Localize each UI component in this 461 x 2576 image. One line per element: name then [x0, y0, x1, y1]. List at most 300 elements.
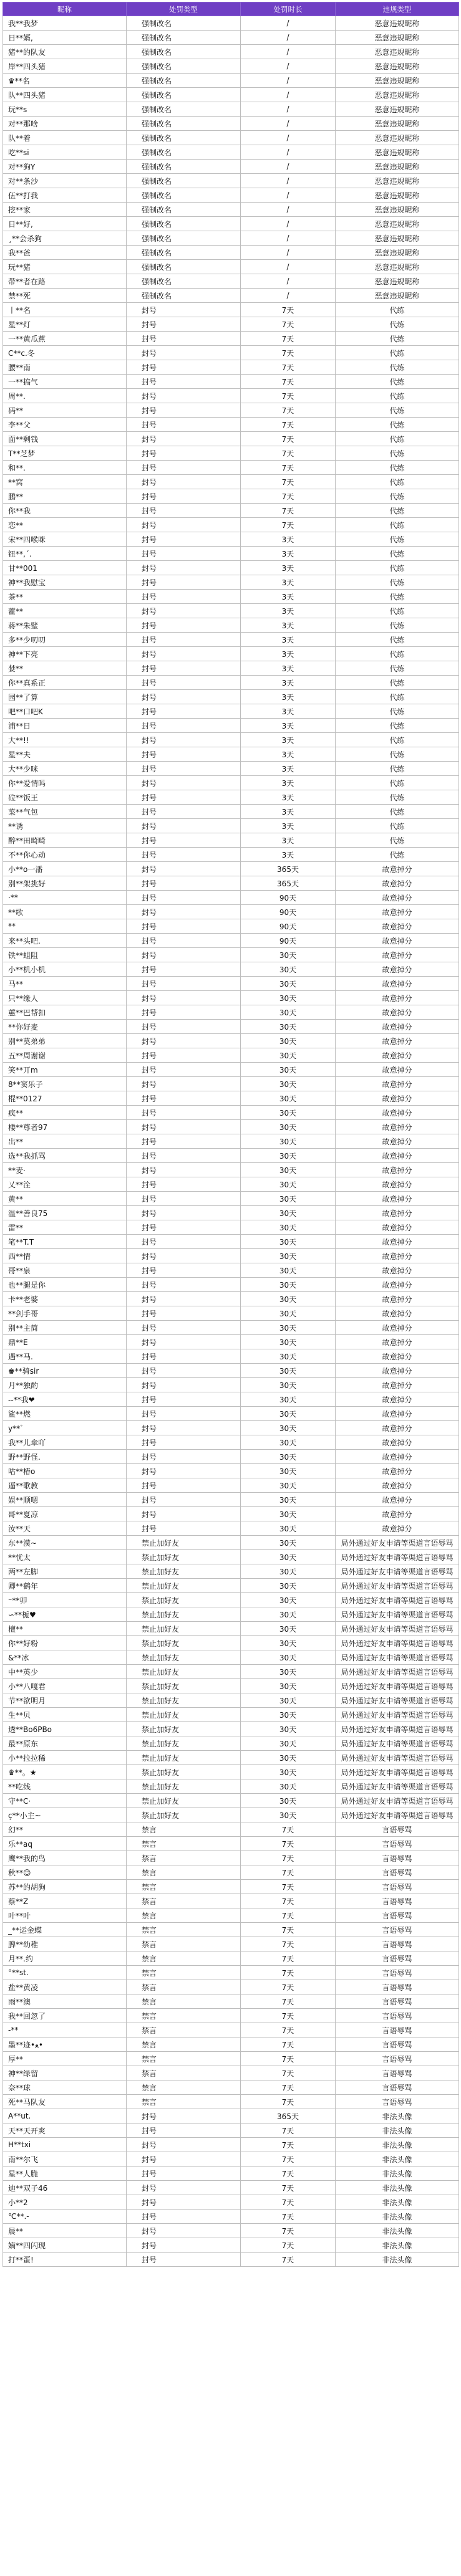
- cell-penalty-duration: 7天: [241, 2167, 336, 2181]
- cell-penalty-duration: 30天: [241, 1163, 336, 1177]
- table-row: [3, 1421, 459, 1435]
- table-row: [3, 633, 459, 647]
- cell-violation-type: 代练: [336, 661, 459, 676]
- table-row: [3, 1507, 459, 1521]
- cell-nickname: 卡**老婆: [3, 1292, 127, 1306]
- cell-violation-type: 恶意违规昵称: [336, 74, 459, 88]
- cell-penalty-type: 封号: [127, 1507, 241, 1521]
- cell-penalty-duration: 30天: [241, 977, 336, 991]
- cell-penalty-duration: 30天: [241, 1650, 336, 1665]
- cell-penalty-type: 封号: [127, 1450, 241, 1464]
- cell-nickname: 卿**鹤年: [3, 1579, 127, 1593]
- table-row: [3, 461, 459, 475]
- cell-penalty-duration: 3天: [241, 805, 336, 819]
- cell-penalty-type: 封号: [127, 475, 241, 489]
- cell-penalty-type: 禁言: [127, 1980, 241, 1994]
- cell-nickname: H**txi: [3, 2138, 127, 2152]
- cell-penalty-type: 禁止加好友: [127, 1579, 241, 1593]
- cell-penalty-duration: 7天: [241, 2124, 336, 2138]
- cell-nickname: 对**狗Y: [3, 160, 127, 174]
- cell-nickname: 多**少叨叨: [3, 633, 127, 647]
- table-row: [3, 1235, 459, 1249]
- cell-penalty-type: 封号: [127, 919, 241, 934]
- cell-violation-type: 代练: [336, 332, 459, 346]
- cell-penalty-type: 强制改名: [127, 45, 241, 59]
- cell-violation-type: 言语辱骂: [336, 1822, 459, 1837]
- cell-penalty-duration: 3天: [241, 575, 336, 590]
- cell-nickname: ¸**会杀狗: [3, 231, 127, 246]
- cell-penalty-type: 封号: [127, 561, 241, 575]
- cell-violation-type: 恶意违规昵称: [336, 145, 459, 160]
- table-row: [3, 1923, 459, 1937]
- table-row: [3, 1192, 459, 1206]
- table-row: [3, 1249, 459, 1263]
- cell-penalty-duration: 3天: [241, 776, 336, 790]
- cell-violation-type: 故意掉分: [336, 1048, 459, 1063]
- cell-penalty-type: 封号: [127, 819, 241, 833]
- cell-violation-type: 恶意违规昵称: [336, 88, 459, 102]
- cell-nickname: ℃**.-: [3, 2210, 127, 2224]
- cell-violation-type: 故意掉分: [336, 1321, 459, 1335]
- table-row: [3, 1650, 459, 1665]
- cell-violation-type: 恶意违规昵称: [336, 16, 459, 31]
- cell-violation-type: 言语辱骂: [336, 1923, 459, 1937]
- cell-penalty-type: 封号: [127, 1493, 241, 1507]
- cell-nickname: 五**周谢谢: [3, 1048, 127, 1063]
- table-row: [3, 1851, 459, 1865]
- cell-penalty-duration: 7天: [241, 1937, 336, 1951]
- header-nickname: 昵称: [3, 2, 127, 16]
- cell-penalty-type: 禁言: [127, 1923, 241, 1937]
- cell-nickname: 宋**四喉咪: [3, 532, 127, 547]
- cell-violation-type: 故意掉分: [336, 1507, 459, 1521]
- table-row: [3, 647, 459, 661]
- table-row: [3, 1048, 459, 1063]
- table-row: [3, 1206, 459, 1220]
- table-row: [3, 160, 459, 174]
- cell-nickname: 我**回忽了: [3, 2009, 127, 2023]
- cell-penalty-type: 强制改名: [127, 188, 241, 203]
- cell-penalty-duration: 3天: [241, 719, 336, 733]
- cell-nickname: ç**小主~: [3, 1808, 127, 1822]
- cell-penalty-type: 强制改名: [127, 131, 241, 145]
- table-row: [3, 1521, 459, 1536]
- table-row: [3, 1665, 459, 1679]
- cell-penalty-duration: /: [241, 274, 336, 289]
- cell-nickname: 鼎**E: [3, 1335, 127, 1349]
- cell-violation-type: 言语辱骂: [336, 1908, 459, 1923]
- table-row: [3, 1980, 459, 1994]
- cell-nickname: 面**剩钱: [3, 432, 127, 446]
- cell-penalty-duration: 7天: [241, 375, 336, 389]
- table-row: [3, 1880, 459, 1894]
- cell-nickname: 队**着: [3, 131, 127, 145]
- table-row: [3, 403, 459, 418]
- cell-violation-type: 故意掉分: [336, 1478, 459, 1493]
- cell-violation-type: 故意掉分: [336, 1335, 459, 1349]
- cell-penalty-type: 禁言: [127, 1937, 241, 1951]
- cell-penalty-type: 封号: [127, 719, 241, 733]
- table-row: [3, 2095, 459, 2109]
- cell-violation-type: 局外通过好友申请等渠道言语辱骂: [336, 1579, 459, 1593]
- cell-violation-type: 代练: [336, 719, 459, 733]
- cell-violation-type: 故意掉分: [336, 1206, 459, 1220]
- table-row: [3, 2023, 459, 2037]
- cell-violation-type: 局外通过好友申请等渠道言语辱骂: [336, 1650, 459, 1665]
- cell-penalty-duration: 7天: [241, 2195, 336, 2210]
- cell-penalty-duration: 3天: [241, 819, 336, 833]
- cell-violation-type: 代练: [336, 575, 459, 590]
- cell-violation-type: 故意掉分: [336, 948, 459, 962]
- cell-violation-type: 局外通过好友申请等渠道言语辱骂: [336, 1593, 459, 1607]
- table-row: [3, 547, 459, 561]
- cell-penalty-duration: 30天: [241, 1550, 336, 1564]
- table-row: [3, 504, 459, 518]
- cell-penalty-type: 封号: [127, 1077, 241, 1091]
- cell-nickname: 别**主简: [3, 1321, 127, 1335]
- cell-penalty-type: 禁言: [127, 2037, 241, 2052]
- table-row: [3, 2210, 459, 2224]
- cell-violation-type: 言语辱骂: [336, 1851, 459, 1865]
- table-row: [3, 1822, 459, 1837]
- table-row: [3, 1220, 459, 1235]
- cell-nickname: 蒋**朱璧: [3, 618, 127, 633]
- cell-nickname: **麦·: [3, 1163, 127, 1177]
- cell-nickname: 笔**T.T: [3, 1235, 127, 1249]
- cell-violation-type: 故意掉分: [336, 1020, 459, 1034]
- cell-violation-type: 代练: [336, 403, 459, 418]
- cell-penalty-type: 强制改名: [127, 274, 241, 289]
- cell-penalty-duration: 7天: [241, 2152, 336, 2167]
- cell-violation-type: 代练: [336, 690, 459, 704]
- cell-penalty-duration: 90天: [241, 905, 336, 919]
- cell-penalty-duration: 30天: [241, 991, 336, 1005]
- cell-penalty-type: 强制改名: [127, 102, 241, 117]
- cell-violation-type: 恶意违规昵称: [336, 131, 459, 145]
- cell-nickname: 玩**s: [3, 102, 127, 117]
- cell-nickname: 选**我抓骂: [3, 1149, 127, 1163]
- table-row: [3, 2080, 459, 2095]
- cell-penalty-type: 禁言: [127, 1966, 241, 1980]
- cell-nickname: 我**爸: [3, 246, 127, 260]
- cell-penalty-type: 封号: [127, 375, 241, 389]
- cell-penalty-type: 强制改名: [127, 217, 241, 231]
- cell-violation-type: 非法头像: [336, 2210, 459, 2224]
- cell-violation-type: 恶意违规昵称: [336, 31, 459, 45]
- table-row: [3, 776, 459, 790]
- cell-violation-type: 代练: [336, 504, 459, 518]
- table-row: [3, 962, 459, 977]
- cell-penalty-type: 封号: [127, 948, 241, 962]
- cell-penalty-duration: 30天: [241, 1149, 336, 1163]
- cell-penalty-duration: /: [241, 260, 336, 274]
- cell-penalty-duration: 30天: [241, 1708, 336, 1722]
- cell-penalty-type: 封号: [127, 1464, 241, 1478]
- cell-violation-type: 代练: [336, 375, 459, 389]
- cell-penalty-duration: 30天: [241, 1478, 336, 1493]
- cell-penalty-type: 封号: [127, 504, 241, 518]
- cell-nickname: ♛**。★: [3, 1765, 127, 1779]
- cell-nickname: 我**我梦: [3, 16, 127, 31]
- cell-penalty-type: 禁言: [127, 2080, 241, 2095]
- cell-violation-type: 恶意违规昵称: [336, 246, 459, 260]
- cell-violation-type: 代练: [336, 461, 459, 475]
- cell-nickname: 恋**: [3, 518, 127, 532]
- cell-violation-type: 言语辱骂: [336, 1951, 459, 1966]
- cell-penalty-duration: 30天: [241, 1378, 336, 1392]
- cell-nickname: 笑**丌m: [3, 1063, 127, 1077]
- table-row: [3, 1622, 459, 1636]
- cell-violation-type: 代练: [336, 346, 459, 360]
- cell-penalty-type: 封号: [127, 661, 241, 676]
- cell-penalty-duration: 30天: [241, 1636, 336, 1650]
- table-row: [3, 1278, 459, 1292]
- table-row: [3, 1063, 459, 1077]
- cell-penalty-type: 封号: [127, 1364, 241, 1378]
- cell-penalty-type: 强制改名: [127, 203, 241, 217]
- cell-penalty-duration: 30天: [241, 1292, 336, 1306]
- table-row: [3, 375, 459, 389]
- cell-penalty-type: 封号: [127, 991, 241, 1005]
- cell-violation-type: 局外通过好友申请等渠道言语辱骂: [336, 1536, 459, 1550]
- cell-nickname: 别**架挑好: [3, 876, 127, 891]
- cell-penalty-duration: 7天: [241, 1865, 336, 1880]
- cell-violation-type: 非法头像: [336, 2152, 459, 2167]
- cell-violation-type: 言语辱骂: [336, 2052, 459, 2066]
- cell-penalty-type: 封号: [127, 2124, 241, 2138]
- table-row: [3, 1794, 459, 1808]
- cell-violation-type: 局外通过好友申请等渠道言语辱骂: [336, 1751, 459, 1765]
- cell-nickname: 最**原东: [3, 1736, 127, 1751]
- cell-violation-type: 代练: [336, 532, 459, 547]
- table-row: [3, 762, 459, 776]
- cell-penalty-duration: 7天: [241, 1837, 336, 1851]
- cell-nickname: 吃**si: [3, 145, 127, 160]
- cell-penalty-type: 强制改名: [127, 231, 241, 246]
- cell-violation-type: 非法头像: [336, 2224, 459, 2238]
- cell-penalty-type: 封号: [127, 446, 241, 461]
- table-row: [3, 1392, 459, 1407]
- table-row: [3, 45, 459, 59]
- cell-penalty-type: 封号: [127, 2253, 241, 2267]
- cell-violation-type: 恶意违规昵称: [336, 102, 459, 117]
- cell-violation-type: 局外通过好友申请等渠道言语辱骂: [336, 1794, 459, 1808]
- cell-penalty-duration: 30天: [241, 1077, 336, 1091]
- table-row: [3, 1478, 459, 1493]
- cell-violation-type: 故意掉分: [336, 977, 459, 991]
- cell-violation-type: 代练: [336, 432, 459, 446]
- cell-nickname: 星**人脆: [3, 2167, 127, 2181]
- cell-violation-type: 言语辱骂: [336, 1837, 459, 1851]
- cell-penalty-type: 封号: [127, 1263, 241, 1278]
- cell-nickname: 盐**黄凌: [3, 1980, 127, 1994]
- cell-penalty-duration: /: [241, 31, 336, 45]
- cell-nickname: 园**了算: [3, 690, 127, 704]
- cell-nickname: 咕**椿o: [3, 1464, 127, 1478]
- cell-violation-type: 故意掉分: [336, 1192, 459, 1206]
- cell-penalty-type: 禁止加好友: [127, 1679, 241, 1693]
- cell-nickname: 遇**马.: [3, 1349, 127, 1364]
- cell-violation-type: 言语辱骂: [336, 1994, 459, 2009]
- cell-penalty-type: 封号: [127, 532, 241, 547]
- table-row: [3, 2253, 459, 2267]
- cell-nickname: 码**: [3, 403, 127, 418]
- table-row: [3, 618, 459, 633]
- table-row: [3, 833, 459, 848]
- cell-penalty-type: 封号: [127, 303, 241, 317]
- cell-nickname: 你**好粉: [3, 1636, 127, 1650]
- cell-penalty-type: 封号: [127, 1249, 241, 1263]
- cell-penalty-type: 禁止加好友: [127, 1808, 241, 1822]
- cell-nickname: 出**: [3, 1134, 127, 1149]
- cell-nickname: 厚**: [3, 2052, 127, 2066]
- table-row: [3, 145, 459, 160]
- cell-penalty-duration: 30天: [241, 1579, 336, 1593]
- cell-nickname: 蕙**巴帮扣: [3, 1005, 127, 1020]
- cell-violation-type: 故意掉分: [336, 1450, 459, 1464]
- cell-penalty-duration: /: [241, 45, 336, 59]
- table-row: [3, 1263, 459, 1278]
- cell-nickname: 也**腿是你: [3, 1278, 127, 1292]
- table-row: [3, 704, 459, 719]
- cell-penalty-type: 禁止加好友: [127, 1536, 241, 1550]
- table-row: [3, 1349, 459, 1364]
- cell-nickname: 星**灯: [3, 317, 127, 332]
- cell-penalty-duration: 7天: [241, 504, 336, 518]
- cell-penalty-type: 封号: [127, 1235, 241, 1249]
- cell-penalty-duration: 7天: [241, 461, 336, 475]
- cell-penalty-duration: 3天: [241, 790, 336, 805]
- cell-penalty-type: 禁止加好友: [127, 1736, 241, 1751]
- cell-penalty-type: 封号: [127, 647, 241, 661]
- cell-violation-type: 故意掉分: [336, 862, 459, 876]
- cell-penalty-type: 强制改名: [127, 260, 241, 274]
- cell-penalty-duration: 7天: [241, 1923, 336, 1937]
- cell-penalty-type: 封号: [127, 1478, 241, 1493]
- table-row: [3, 317, 459, 332]
- cell-penalty-duration: 7天: [241, 346, 336, 360]
- cell-penalty-type: 封号: [127, 1206, 241, 1220]
- cell-penalty-duration: 30天: [241, 962, 336, 977]
- cell-penalty-type: 强制改名: [127, 174, 241, 188]
- table-row: [3, 274, 459, 289]
- cell-penalty-duration: /: [241, 16, 336, 31]
- cell-violation-type: 局外通过好友申请等渠道言语辱骂: [336, 1736, 459, 1751]
- cell-penalty-type: 禁止加好友: [127, 1622, 241, 1636]
- cell-penalty-duration: 7天: [241, 446, 336, 461]
- cell-violation-type: 故意掉分: [336, 1149, 459, 1163]
- cell-penalty-type: 封号: [127, 2181, 241, 2195]
- cell-violation-type: 故意掉分: [336, 1034, 459, 1048]
- cell-violation-type: 故意掉分: [336, 1278, 459, 1292]
- cell-violation-type: 言语辱骂: [336, 2095, 459, 2109]
- cell-penalty-type: 封号: [127, 1106, 241, 1120]
- table-row: [3, 1564, 459, 1579]
- table-row: [3, 719, 459, 733]
- table-row: [3, 217, 459, 231]
- cell-penalty-duration: 90天: [241, 891, 336, 905]
- cell-violation-type: 代练: [336, 489, 459, 504]
- cell-penalty-duration: 30天: [241, 1263, 336, 1278]
- cell-nickname: --**我❤: [3, 1392, 127, 1407]
- cell-penalty-type: 封号: [127, 962, 241, 977]
- cell-nickname: 楼**尊者97: [3, 1120, 127, 1134]
- table-body: [3, 16, 459, 2267]
- cell-violation-type: 代练: [336, 790, 459, 805]
- cell-violation-type: 故意掉分: [336, 962, 459, 977]
- cell-penalty-duration: 7天: [241, 2224, 336, 2238]
- cell-violation-type: 故意掉分: [336, 991, 459, 1005]
- cell-penalty-duration: 3天: [241, 532, 336, 547]
- cell-penalty-type: 封号: [127, 489, 241, 504]
- cell-penalty-type: 封号: [127, 1034, 241, 1048]
- cell-penalty-type: 封号: [127, 2210, 241, 2224]
- cell-nickname: **你好麦: [3, 1020, 127, 1034]
- cell-penalty-type: 禁言: [127, 1951, 241, 1966]
- cell-violation-type: 恶意违规昵称: [336, 203, 459, 217]
- cell-penalty-type: 封号: [127, 590, 241, 604]
- cell-penalty-duration: 7天: [241, 2023, 336, 2037]
- cell-violation-type: 非法头像: [336, 2138, 459, 2152]
- cell-penalty-duration: 7天: [241, 2210, 336, 2224]
- table-row: [3, 518, 459, 532]
- cell-violation-type: 故意掉分: [336, 1120, 459, 1134]
- cell-violation-type: 非法头像: [336, 2238, 459, 2253]
- cell-violation-type: 代练: [336, 704, 459, 719]
- cell-violation-type: 代练: [336, 776, 459, 790]
- cell-penalty-type: 封号: [127, 1407, 241, 1421]
- cell-penalty-duration: 7天: [241, 317, 336, 332]
- cell-nickname: 砬**饭王: [3, 790, 127, 805]
- cell-violation-type: 故意掉分: [336, 1407, 459, 1421]
- table-row: [3, 733, 459, 747]
- table-row: [3, 1536, 459, 1550]
- cell-violation-type: 言语辱骂: [336, 1880, 459, 1894]
- cell-violation-type: 故意掉分: [336, 919, 459, 934]
- table-row: [3, 389, 459, 403]
- table-row: [3, 332, 459, 346]
- cell-violation-type: 局外通过好友申请等渠道言语辱骂: [336, 1636, 459, 1650]
- cell-nickname: 一**搞气: [3, 375, 127, 389]
- cell-nickname: 小**o一潘: [3, 862, 127, 876]
- table-row: [3, 74, 459, 88]
- cell-violation-type: 代练: [336, 317, 459, 332]
- cell-violation-type: 故意掉分: [336, 1091, 459, 1106]
- table-row: [3, 2109, 459, 2124]
- cell-nickname: 你**真系正: [3, 676, 127, 690]
- cell-nickname: 对**条沙: [3, 174, 127, 188]
- table-row: [3, 2066, 459, 2080]
- table-row: [3, 2124, 459, 2138]
- cell-penalty-type: 封号: [127, 876, 241, 891]
- cell-nickname: 周**.: [3, 389, 127, 403]
- cell-violation-type: 非法头像: [336, 2253, 459, 2267]
- cell-nickname: **吃线: [3, 1779, 127, 1794]
- cell-nickname: 雷**: [3, 1220, 127, 1235]
- table-row: [3, 1722, 459, 1736]
- table-row: [3, 346, 459, 360]
- cell-nickname: 汝**天: [3, 1521, 127, 1536]
- cell-nickname: **忧太: [3, 1550, 127, 1564]
- cell-penalty-duration: 30天: [241, 1235, 336, 1249]
- cell-penalty-type: 封号: [127, 1321, 241, 1335]
- cell-penalty-duration: /: [241, 246, 336, 260]
- cell-nickname: **窝: [3, 475, 127, 489]
- cell-penalty-type: 禁止加好友: [127, 1794, 241, 1808]
- cell-penalty-type: 封号: [127, 747, 241, 762]
- cell-nickname: 猪**的队友: [3, 45, 127, 59]
- table-row: [3, 117, 459, 131]
